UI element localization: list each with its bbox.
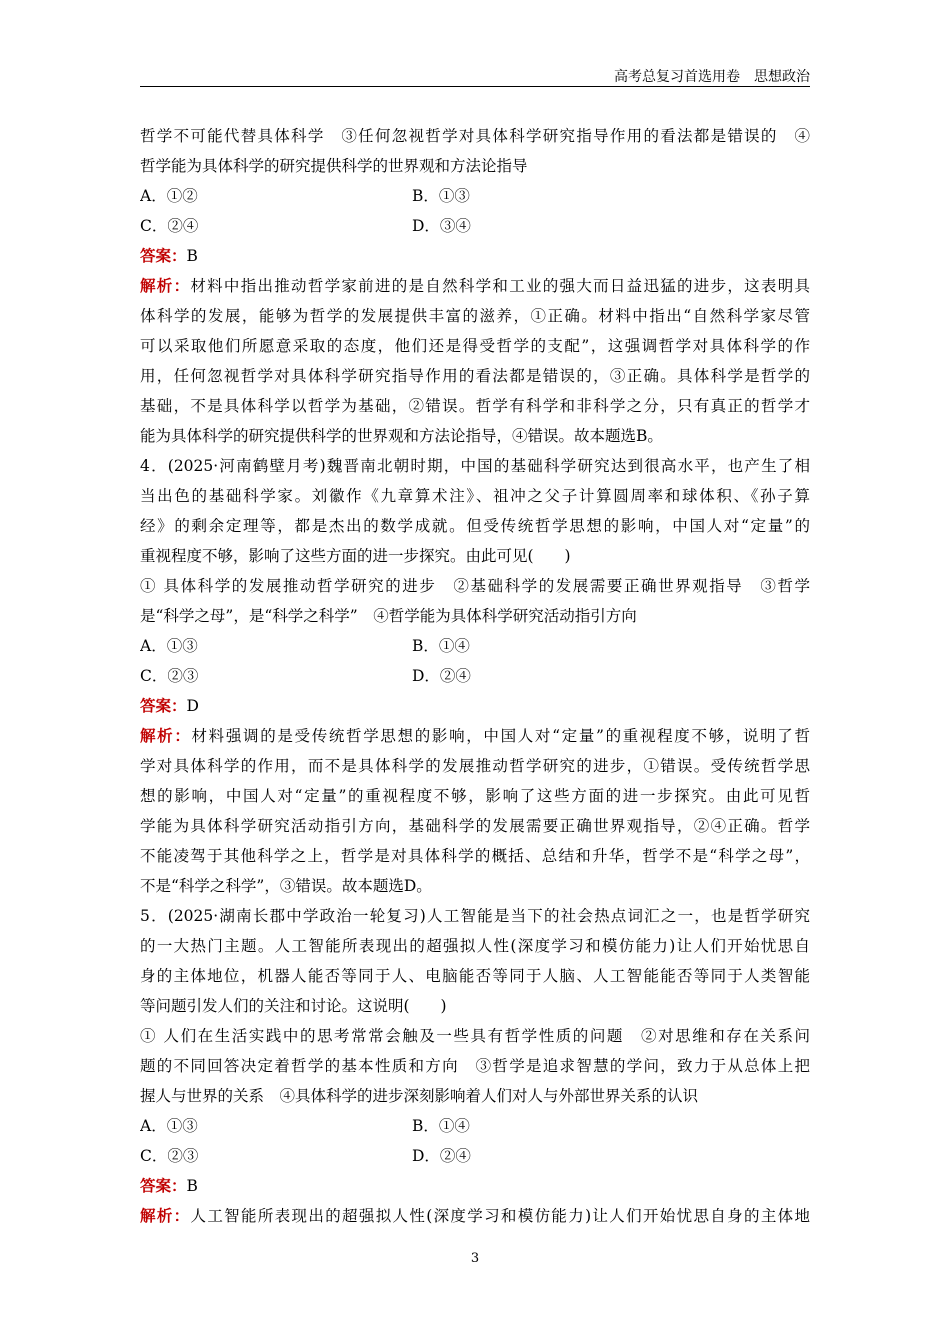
analysis-text: 人工智能所表现出的超强拟人性(深度学习和模仿能力)让人们开始忧思自身的主体地 bbox=[190, 1207, 810, 1225]
q5-options-row-2 bbox=[140, 1146, 810, 1166]
analysis-text: 材料中指出推动哲学家前进的是自然科学和工业的强大而日益迅猛的进步，这表明具 bbox=[190, 277, 810, 295]
analysis-label: 解析： bbox=[140, 276, 191, 295]
q4-analysis-line: 学能为具体科学研究活动指引方向，基础科学的发展需要正确世界观指导，②④正确。哲学 bbox=[140, 817, 810, 835]
q5-stem-line: 的一大热门主题。人工智能所表现出的超强拟人性(深度学习和模仿能力)让人们开始忧思自 bbox=[140, 937, 810, 955]
q3-analysis-line: 基础，不是具体科学以哲学为基础，②错误。哲学有科学和非科学之分，只有真正的哲学才 bbox=[140, 397, 810, 415]
q4-analysis-line: 想的影响，中国人对“定量”的重视程度不够，影响了这些方面的进一步探究。由此可见哲 bbox=[140, 787, 810, 805]
q3-analysis-line: 可以采取他们所愿意采取的态度，他们还是得受哲学的支配”，这强调哲学对具体科学的作 bbox=[140, 337, 810, 355]
page-number: 3 bbox=[470, 1251, 480, 1266]
q5-analysis-line bbox=[140, 1206, 810, 1226]
answer-label: 答案： bbox=[140, 696, 187, 715]
q5-stem-line: 等问题引发人们的关注和讨论。这说明( ) bbox=[140, 997, 447, 1015]
answer-value: D bbox=[186, 697, 199, 715]
q4-answer bbox=[140, 696, 810, 716]
q5-option-c: C．②③ bbox=[140, 1147, 199, 1165]
analysis-label: 解析： bbox=[140, 1206, 191, 1225]
q3-options-row-2 bbox=[140, 216, 810, 236]
answer-value: B bbox=[186, 247, 198, 265]
q4-stem-line: 重视程度不够，影响了这些方面的进一步探究。由此可见( ) bbox=[140, 547, 571, 565]
q3-stem-line: 哲学不可能代替具体科学 ③任何忽视哲学对具体科学研究指导作用的看法都是错误的 ④ bbox=[140, 127, 810, 145]
q3-analysis-line: 体科学的发展，能够为哲学的发展提供丰富的滋养，①正确。材料中指出“自然科学家尽管 bbox=[140, 307, 810, 325]
q4-options-row-2 bbox=[140, 666, 810, 686]
q4-stem-line: 经》的剩余定理等，都是杰出的数学成就。但受传统哲学思想的影响，中国人对“定量”的 bbox=[140, 517, 810, 535]
answer-label: 答案： bbox=[140, 246, 187, 265]
stem-text: 魏晋南北朝时期，中国的基础科学研究达到很高水平，也产生了相 bbox=[325, 457, 810, 475]
q4-analysis-line: 不能凌驾于其他科学之上，哲学是对具体科学的概括、总结和升华，哲学不是“科学之母”， bbox=[140, 847, 810, 865]
analysis-label: 解析： bbox=[140, 726, 192, 745]
q3-answer bbox=[140, 246, 810, 266]
q3-option-a: A．①② bbox=[140, 187, 198, 205]
q5-statements-line: 题的不同回答决定着哲学的基本性质和方向 ③哲学是追求智慧的学问，致力于从总体上把 bbox=[140, 1057, 810, 1075]
q5-statements-line: ① 人们在生活实践中的思考常常会触及一些具有哲学性质的问题 ②对思维和存在关系问 bbox=[140, 1027, 810, 1045]
q4-option-b: B．①④ bbox=[412, 637, 470, 655]
q5-statements-line: 握人与世界的关系 ④具体科学的进步深刻影响着人们对人与外部世界关系的认识 bbox=[140, 1087, 699, 1105]
q5-option-b: B．①④ bbox=[412, 1117, 470, 1135]
question-source: (2025·河南鹤壁月考) bbox=[167, 457, 326, 475]
answer-value: B bbox=[186, 1177, 198, 1195]
q5-stem-line: 身的主体地位，机器人能否等同于人、电脑能否等同于人脑、人工智能能否等同于人类智能 bbox=[140, 967, 810, 985]
header-rule bbox=[140, 86, 810, 87]
running-header: 高考总复习首选用卷 思想政治 bbox=[614, 69, 810, 85]
q4-analysis-line bbox=[140, 726, 810, 746]
q4-option-d: D．②④ bbox=[412, 667, 471, 685]
analysis-text: 材料强调的是受传统哲学思想的影响，中国人对“定量”的重视程度不够，说明了哲 bbox=[191, 727, 810, 745]
q5-stem-line bbox=[140, 906, 810, 926]
question-number: 4． bbox=[140, 457, 168, 475]
q4-statements-line: ① 具体科学的发展推动哲学研究的进步 ②基础科学的发展需要正确世界观指导 ③哲学 bbox=[140, 577, 810, 595]
q3-analysis-line: 用，任何忽视哲学对具体科学研究指导作用的看法都是错误的，③正确。具体科学是哲学的 bbox=[140, 367, 810, 385]
q3-analysis-line: 能为具体科学的研究提供科学的世界观和方法论指导，④错误。故本题选B。 bbox=[140, 427, 663, 445]
q3-option-b: B．①③ bbox=[412, 187, 470, 205]
q4-statements-line: 是“科学之母”，是“科学之科学” ④哲学能为具体科学研究活动指引方向 bbox=[140, 607, 637, 625]
q3-analysis-line bbox=[140, 276, 810, 296]
q5-option-a: A．①③ bbox=[140, 1117, 198, 1135]
q3-option-d: D．③④ bbox=[412, 217, 471, 235]
q5-options-row-1 bbox=[140, 1116, 810, 1136]
q4-analysis-line: 学对具体科学的作用，而不是具体科学的发展推动哲学研究的进步，①错误。受传统哲学思 bbox=[140, 757, 810, 775]
q3-options-row-1 bbox=[140, 186, 810, 206]
q3-stem-line: 哲学能为具体科学的研究提供科学的世界观和方法论指导 bbox=[140, 157, 528, 175]
stem-text: 人工智能是当下的社会热点词汇之一，也是哲学研究 bbox=[425, 907, 810, 925]
answer-label: 答案： bbox=[140, 1176, 187, 1195]
q4-stem-line: 当出色的基础科学家。刘徽作《九章算术注》、祖冲之父子计算圆周率和球体积、《孙子算 bbox=[140, 487, 810, 505]
question-source: (2025·湖南长郡中学政治一轮复习) bbox=[167, 907, 426, 925]
q4-analysis-line: 不是“科学之科学”，③错误。故本题选D。 bbox=[140, 877, 432, 895]
q4-options-row-1 bbox=[140, 636, 810, 656]
q4-option-a: A．①③ bbox=[140, 637, 198, 655]
q5-answer bbox=[140, 1176, 810, 1196]
q5-option-d: D．②④ bbox=[412, 1147, 471, 1165]
q4-option-c: C．②③ bbox=[140, 667, 199, 685]
q4-stem-line bbox=[140, 456, 810, 476]
q3-option-c: C．②④ bbox=[140, 217, 199, 235]
question-number: 5． bbox=[140, 907, 168, 925]
